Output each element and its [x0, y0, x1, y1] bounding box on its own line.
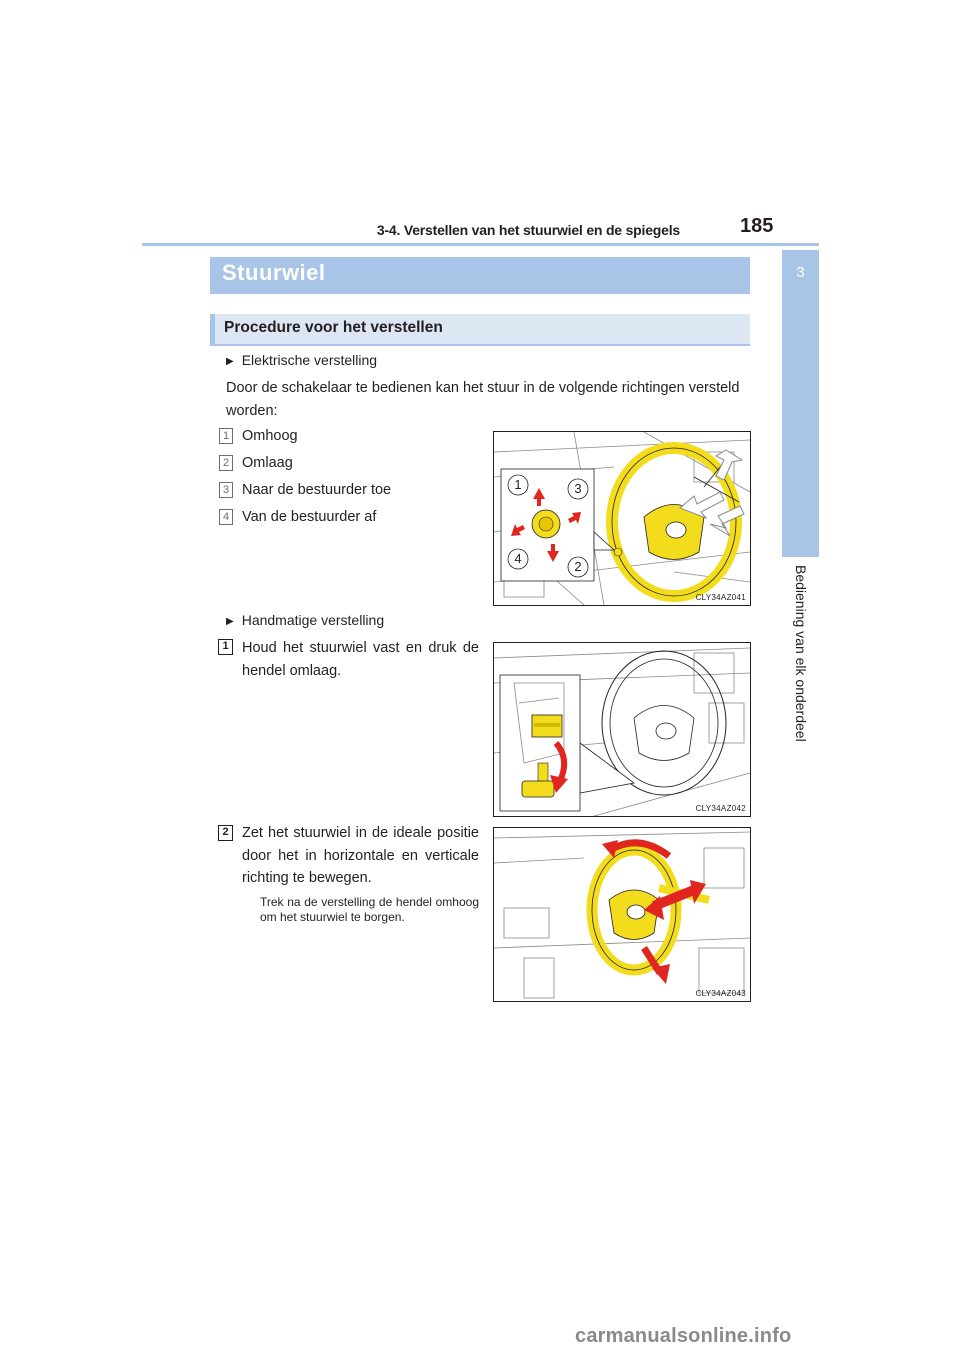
- chapter-number: 3: [796, 264, 805, 281]
- item-number-2: 2: [219, 455, 233, 471]
- figure-lever: [493, 642, 751, 817]
- step-number-1: 1: [218, 639, 233, 655]
- item-number-3: 3: [219, 482, 233, 498]
- triangle-bullet-icon: ▶: [226, 616, 234, 627]
- item-label-2: Omlaag: [242, 455, 293, 471]
- figure-code-3: CLY34AZ043: [695, 989, 746, 998]
- section-title: Stuurwiel: [222, 260, 326, 285]
- subsection-title: Procedure voor het verstellen: [224, 319, 443, 336]
- header-rule: [142, 243, 819, 246]
- figure-code-1: CLY34AZ041: [695, 593, 746, 602]
- chapter-tab: [782, 250, 819, 557]
- footer-watermark[interactable]: carmanualsonline.info: [575, 1325, 792, 1347]
- bullet-manual: [226, 612, 384, 628]
- page-number: 185: [740, 215, 774, 237]
- item-label-4: Van de bestuurder af: [242, 509, 377, 525]
- running-header: 3-4. Verstellen van het stuurwiel en de spiegels: [376, 222, 680, 238]
- callout-2: 2: [574, 559, 582, 574]
- triangle-bullet-icon: ▶: [226, 356, 234, 367]
- figure-electric-adjust: [493, 431, 751, 606]
- electric-intro: Door de schakelaar te bedienen kan het stuur in de volgende richtingen versteld worden:: [226, 380, 740, 419]
- bullet-electric: [226, 352, 377, 368]
- step-note-2: Trek na de verstelling de hendel omhoog om het stuurwiel te borgen.: [260, 895, 479, 924]
- item-number-1: 1: [219, 428, 233, 444]
- item-label-3: Naar de bestuurder toe: [242, 482, 392, 498]
- figure-wheel-move: [493, 827, 751, 1002]
- item-label-1: Omhoog: [242, 428, 298, 444]
- chapter-label: [778, 565, 824, 755]
- callout-4: 4: [514, 551, 522, 566]
- step-number-2: 2: [218, 825, 233, 841]
- step-text-2: Zet het stuurwiel in de ideale positie door het in horizontale en verticale richting te bewegen.: [242, 825, 479, 886]
- item-number-4: 4: [219, 509, 233, 525]
- callout-3: 3: [574, 481, 582, 496]
- subsection-bar: [210, 314, 215, 346]
- step-text-1: Houd het stuurwiel vast en druk de hendel omlaag.: [242, 640, 479, 679]
- figure-code-2: CLY34AZ042: [695, 804, 746, 813]
- steering-wheel-illustration: [494, 432, 750, 605]
- wheel-move-illustration: [494, 828, 750, 1001]
- chapter-label-text: Bediening van elk onderdeel: [793, 565, 809, 742]
- bullet-electric-text: Elektrische verstelling: [241, 352, 378, 368]
- bullet-manual-text: Handmatige verstelling: [241, 612, 385, 628]
- callout-1: 1: [514, 477, 522, 492]
- lever-illustration: [494, 643, 750, 816]
